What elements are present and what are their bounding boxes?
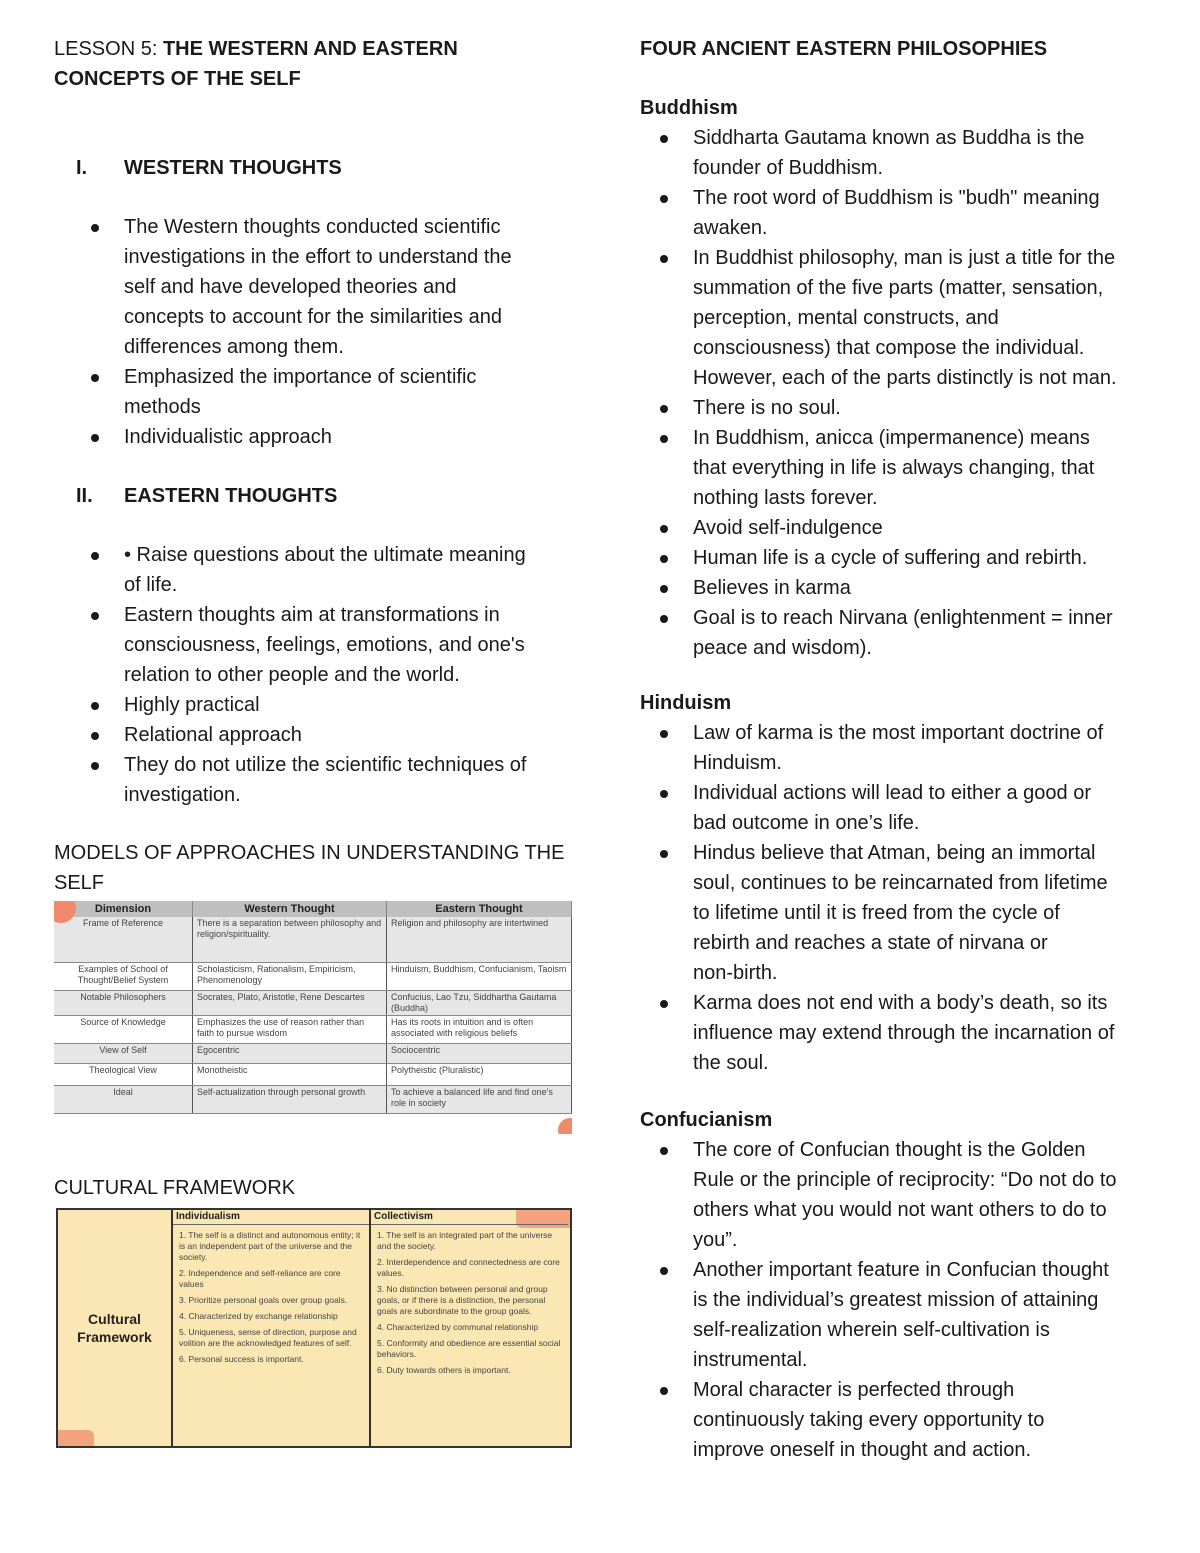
bullet-item — [640, 1135, 1170, 1255]
bullet-text-line: The Western thoughts conducted scientific — [124, 216, 501, 238]
bullet-text-line: Hindus believe that Atman, being an immortal — [693, 842, 1096, 864]
bullet-text-line: summation of the five parts (matter, sensation, — [693, 277, 1104, 299]
collectivism-header: Collectivism — [371, 1210, 568, 1225]
bullet-icon — [91, 552, 99, 560]
bullet-item — [640, 603, 1170, 663]
bullet-text-line: peace and wisdom). — [693, 637, 872, 659]
collectivism-column — [371, 1210, 568, 1446]
table-row — [54, 1085, 572, 1113]
bullet-item — [54, 362, 574, 422]
table-row — [54, 1063, 572, 1085]
framework-item: 3. Prioritize personal goals over group goals. — [179, 1295, 348, 1305]
bullet-item — [640, 513, 1170, 543]
table-cell: Examples of School of Thought/Belief System — [54, 962, 193, 990]
table-row — [54, 990, 572, 1015]
western-thoughts-list — [54, 212, 574, 452]
bullet-text-line: consciousness) that compose the individual. — [693, 337, 1085, 359]
table-cell: To achieve a balanced life and find one's role in society — [387, 1085, 572, 1113]
bullet-text-line: self and have developed theories and — [124, 276, 457, 298]
lesson-title-bold-1: THE WESTERN AND EASTERN — [162, 38, 458, 60]
table-cell: Ideal — [54, 1085, 193, 1113]
section-label: EASTERN THOUGHTS — [124, 485, 338, 507]
lesson-title-bold-2: CONCEPTS OF THE SELF — [54, 68, 301, 90]
bullet-icon — [660, 850, 668, 858]
framework-item: 2. Interdependence and connectedness are core values. — [377, 1257, 560, 1278]
bullet-icon — [660, 1000, 668, 1008]
table-cell: Frame of Reference — [54, 917, 193, 962]
framework-item: 2. Independence and self-reliance are core values — [179, 1268, 341, 1289]
bullet-icon — [660, 615, 668, 623]
bullet-text-line: founder of Buddhism. — [693, 157, 884, 179]
framework-item: 1. The self is an integrated part of the universe and the society. — [377, 1230, 553, 1251]
models-table-header: Western Thought — [193, 901, 387, 917]
bullet-text-line: Another important feature in Confucian thought — [693, 1259, 1109, 1281]
bullet-text-line: soul, continues to be reincarnated from lifetime — [693, 872, 1108, 894]
bullet-text-line: Siddharta Gautama known as Buddha is the — [693, 127, 1085, 149]
bullet-text-line: Goal is to reach Nirvana (enlightenment = inner — [693, 607, 1113, 629]
bullet-icon — [660, 1147, 668, 1155]
bullet-item — [640, 988, 1170, 1078]
section-number: II. — [76, 485, 93, 507]
models-table-header: Dimension — [54, 901, 193, 917]
bullet-item — [640, 543, 1170, 573]
table-cell: View of Self — [54, 1043, 193, 1063]
bullet-text-line: self-realization wherein self-cultivation is — [693, 1319, 1050, 1341]
bullet-icon — [91, 702, 99, 710]
bullet-icon — [660, 255, 668, 263]
table-cell: Confucius, Lao Tzu, Siddhartha Gautama (Buddha) — [387, 990, 572, 1015]
bullet-text-line: rebirth and reaches a state of nirvana or — [693, 932, 1048, 954]
framework-item: 6. Personal success is important. — [179, 1354, 304, 1364]
bullet-item — [54, 422, 574, 452]
bullet-text-line: The root word of Buddhism is "budh" meaning — [693, 187, 1100, 209]
bullet-text-line: However, each of the parts distinctly is not man. — [693, 367, 1117, 389]
individualism-column — [173, 1210, 371, 1446]
bullet-item — [640, 123, 1170, 183]
table-cell: Polytheistic (Pluralistic) — [387, 1063, 572, 1085]
lesson-title — [54, 34, 574, 94]
table-cell: Notable Philosophers — [54, 990, 193, 1015]
bullet-text-line: influence may extend through the incarnation of — [693, 1022, 1115, 1044]
bullet-icon — [91, 612, 99, 620]
table-row — [54, 1043, 572, 1063]
bullet-text-line: Karma does not end with a body’s death, so its — [693, 992, 1108, 1014]
confucianism-list — [640, 1135, 1170, 1465]
section-label: WESTERN THOUGHTS — [124, 157, 342, 179]
table-row — [54, 1015, 572, 1043]
hinduism-heading: Hinduism — [640, 692, 732, 714]
bullet-icon — [660, 405, 668, 413]
bullet-item — [640, 718, 1170, 778]
bullet-item — [640, 183, 1170, 243]
table-cell: There is a separation between philosophy and religion/spirituality. — [193, 917, 387, 962]
framework-item: 1. The self is a distinct and autonomous entity; it is an independent part of the universe and the society. — [179, 1230, 361, 1262]
table-cell: Sociocentric — [387, 1043, 572, 1063]
framework-item: 4. Characterized by communal relationship — [377, 1322, 539, 1332]
bullet-text-line: In Buddhism, anicca (impermanence) means — [693, 427, 1090, 449]
bullet-text-line: Human life is a cycle of suffering and rebirth. — [693, 547, 1088, 569]
bullet-item — [54, 720, 574, 750]
table-cell: Egocentric — [193, 1043, 387, 1063]
bullet-text-line: In Buddhist philosophy, man is just a title for the — [693, 247, 1116, 269]
models-heading-line-2: SELF — [54, 872, 105, 894]
bullet-text-line: improve oneself in thought and action. — [693, 1439, 1031, 1461]
bullet-item — [54, 750, 574, 810]
bullet-text-line: perception, mental constructs, and — [693, 307, 999, 329]
table-cell: Scholasticism, Rationalism, Empiricism, Phenomenology — [193, 962, 387, 990]
framework-item: 4. Characterized by exchange relationship — [179, 1311, 338, 1321]
bullet-icon — [660, 790, 668, 798]
buddhism-list — [640, 123, 1170, 663]
bullet-text-line: Avoid self-indulgence — [693, 517, 883, 539]
table-cell: Has its roots in intuition and is often associated with religious beliefs — [387, 1015, 572, 1043]
hinduism-list — [640, 718, 1170, 1078]
bullet-icon — [660, 1267, 668, 1275]
bullet-icon — [660, 730, 668, 738]
bullet-text-line: relation to other people and the world. — [124, 664, 460, 686]
table-cell: Theological View — [54, 1063, 193, 1085]
bullet-text-line: Relational approach — [124, 724, 302, 746]
bullet-text-line: continuously taking every opportunity to — [693, 1409, 1045, 1431]
bullet-text-line: others what you would not want others to do to — [693, 1199, 1107, 1221]
bullet-item — [640, 838, 1170, 988]
framework-item: 5. Uniqueness, sense of direction, purpose and volition are the acknowledged features of self. — [179, 1327, 357, 1348]
bullet-item — [54, 600, 574, 690]
bullet-item — [54, 212, 574, 362]
table-cell: Emphasizes the use of reason rather than faith to pursue wisdom — [193, 1015, 387, 1043]
models-heading-line-1: MODELS OF APPROACHES IN UNDERSTANDING THE — [54, 842, 565, 864]
bullet-text-line: awaken. — [693, 217, 768, 239]
bullet-text-line: differences among them. — [124, 336, 344, 358]
table-cell: Socrates, Plato, Aristotle, Rene Descartes — [193, 990, 387, 1015]
bullet-text-line: Moral character is perfected through — [693, 1379, 1015, 1401]
bullet-item — [640, 573, 1170, 603]
table-cell: Source of Knowledge — [54, 1015, 193, 1043]
bullet-icon — [660, 1387, 668, 1395]
bullet-icon — [91, 762, 99, 770]
decor-shape — [558, 1118, 572, 1134]
bullet-item — [640, 778, 1170, 838]
eastern-thoughts-list — [54, 540, 574, 810]
bullet-text-line: you”. — [693, 1229, 738, 1251]
eastern-philosophies-heading: FOUR ANCIENT EASTERN PHILOSOPHIES — [640, 38, 1048, 60]
table-cell: Religion and philosophy are intertwined — [387, 917, 572, 962]
bullet-icon — [91, 732, 99, 740]
bullet-text-line: non-birth. — [693, 962, 778, 984]
bullet-text-line: There is no soul. — [693, 397, 841, 419]
bullet-text-line: methods — [124, 396, 201, 418]
bullet-icon — [91, 374, 99, 382]
buddhism-heading: Buddhism — [640, 97, 738, 119]
table-row — [54, 917, 572, 962]
bullet-text-line: concepts to account for the similarities and — [124, 306, 502, 328]
bullet-text-line: They do not utilize the scientific techniques of — [124, 754, 527, 776]
bullet-text-line: investigation. — [124, 784, 241, 806]
table-cell: Monotheistic — [193, 1063, 387, 1085]
cultural-framework-label: Cultural Framework — [58, 1210, 173, 1446]
bullet-text-line: to lifetime until it is freed from the cycle of — [693, 902, 1060, 924]
bullet-item — [640, 243, 1170, 393]
bullet-text-line: consciousness, feelings, emotions, and one's — [124, 634, 525, 656]
bullet-item — [54, 690, 574, 720]
bullet-text-line: bad outcome in one’s life. — [693, 812, 920, 834]
bullet-text-line: Rule or the principle of reciprocity: “Do not do to — [693, 1169, 1117, 1191]
bullet-icon — [91, 434, 99, 442]
cultural-framework-image — [56, 1208, 572, 1448]
cultural-heading: CULTURAL FRAMEWORK — [54, 1177, 296, 1199]
bullet-text-line: Highly practical — [124, 694, 260, 716]
models-heading — [54, 838, 574, 898]
bullet-item — [54, 540, 574, 600]
table-cell: Self-actualization through personal growth — [193, 1085, 387, 1113]
table-cell: Hinduism, Buddhism, Confucianism, Taoism — [387, 962, 572, 990]
bullet-text-line: Eastern thoughts aim at transformations in — [124, 604, 500, 626]
models-table-header: Eastern Thought — [387, 901, 572, 917]
section-number: I. — [76, 157, 88, 179]
bullet-text-line: that everything in life is always changing, that — [693, 457, 1095, 479]
bullet-text-line: Believes in karma — [693, 577, 851, 599]
models-table — [54, 901, 572, 1114]
bullet-text-line: Hinduism. — [693, 752, 782, 774]
table-row — [54, 962, 572, 990]
bullet-text-line: Individualistic approach — [124, 426, 332, 448]
bullet-item — [640, 1255, 1170, 1375]
bullet-item — [640, 393, 1170, 423]
bullet-text-line: Individual actions will lead to either a good or — [693, 782, 1092, 804]
bullet-item — [640, 423, 1170, 513]
bullet-text-line: nothing lasts forever. — [693, 487, 878, 509]
bullet-text-line: of life. — [124, 574, 178, 596]
bullet-icon — [660, 585, 668, 593]
framework-item: 3. No distinction between personal and group goals, or if there is a distinction, the personal goals are subordinate to the group goals. — [377, 1284, 548, 1316]
framework-item: 6. Duty towards others is important. — [377, 1365, 511, 1375]
bullet-text-line: Law of karma is the most important doctrine of — [693, 722, 1104, 744]
bullet-text-line: is the individual’s greatest mission of attaining — [693, 1289, 1099, 1311]
bullet-text-line: instrumental. — [693, 1349, 808, 1371]
bullet-icon — [660, 435, 668, 443]
bullet-icon — [660, 555, 668, 563]
confucianism-heading: Confucianism — [640, 1109, 773, 1131]
bullet-text-line: The core of Confucian thought is the Golden — [693, 1139, 1086, 1161]
bullet-text-line: • Raise questions about the ultimate meaning — [124, 544, 526, 566]
bullet-text-line: Emphasized the importance of scientific — [124, 366, 477, 388]
bullet-text-line: investigations in the effort to understand the — [124, 246, 512, 268]
bullet-text-line: the soul. — [693, 1052, 769, 1074]
models-table-image — [54, 901, 572, 1134]
bullet-icon — [660, 525, 668, 533]
individualism-header: Individualism — [173, 1210, 369, 1225]
lesson-title-label: LESSON 5: — [54, 38, 163, 60]
bullet-icon — [660, 135, 668, 143]
framework-item: 5. Conformity and obedience are essential social behaviors. — [377, 1338, 561, 1359]
bullet-icon — [660, 195, 668, 203]
bullet-item — [640, 1375, 1170, 1465]
bullet-icon — [91, 224, 99, 232]
